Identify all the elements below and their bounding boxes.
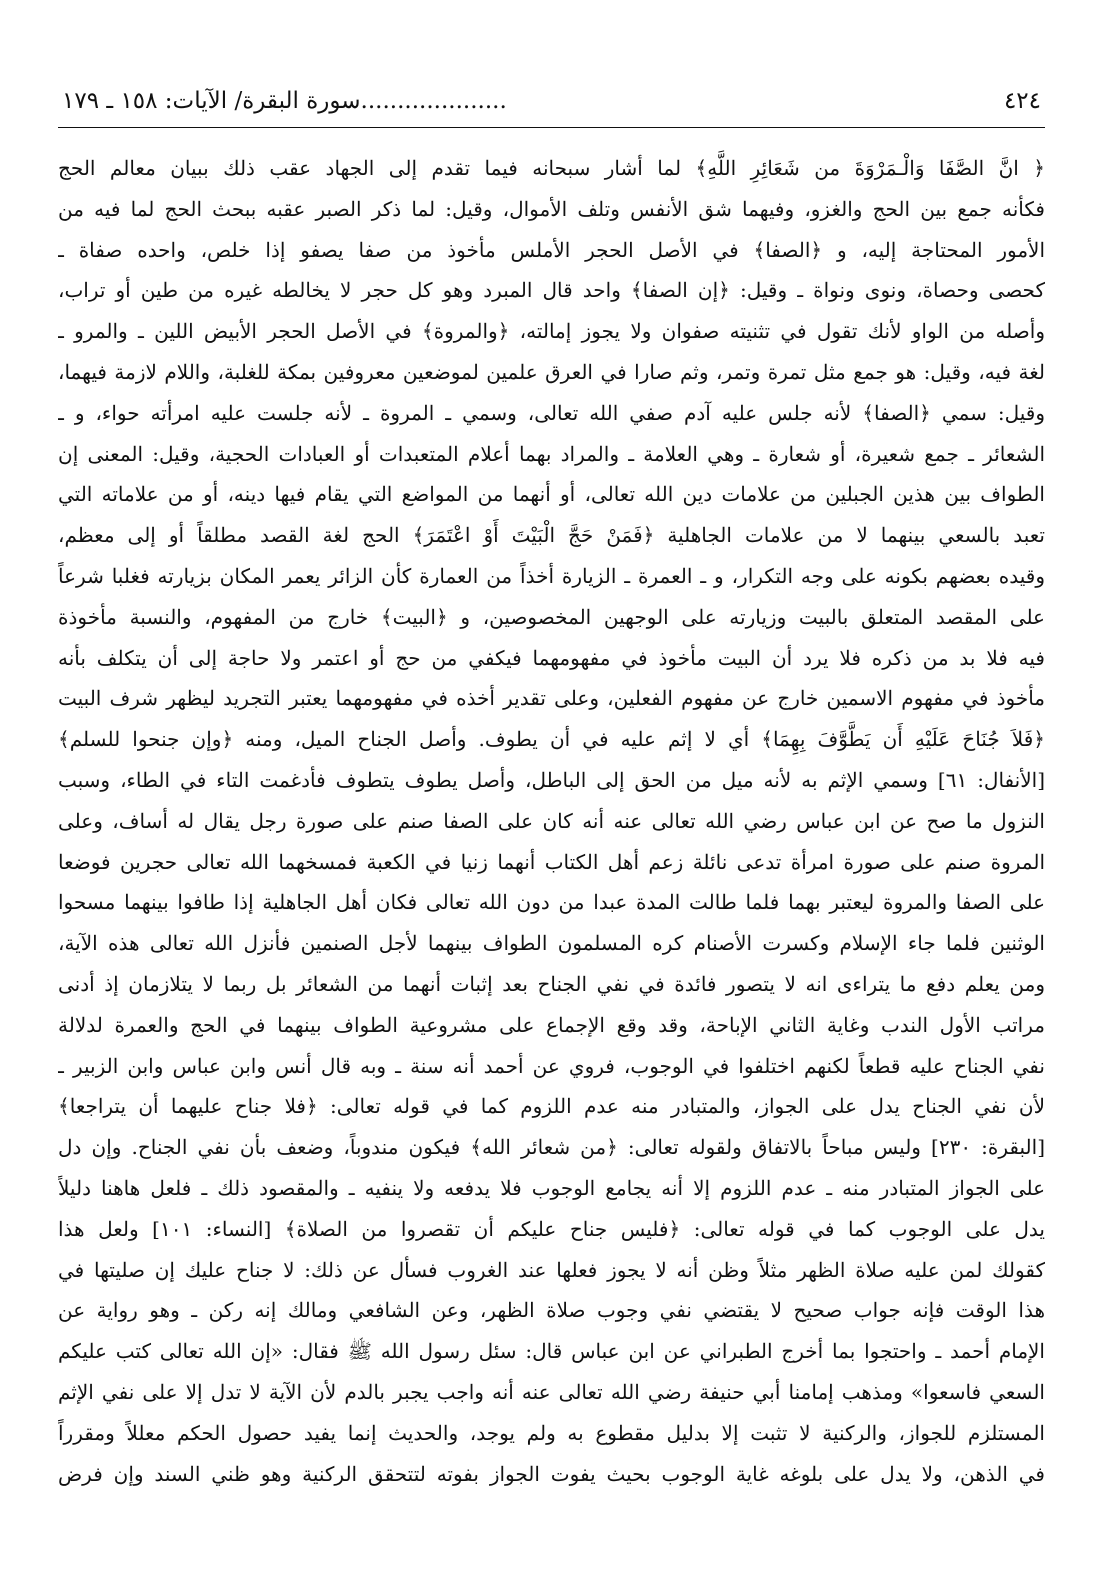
text-line: لغة فيه، وقيل: هو جمع مثل تمرة وتمر، وثم صارا في العرق علمين لموضعين معروفين بمكة للغلبة، واللام لازمة فيهما، bbox=[58, 359, 1045, 384]
text-line: ﴿فَلاَ جُنَاحَ عَلَيْهِ أَن يَطَّوَّفَ بِهِمَا﴾ أي لا إثم عليه في أن يطوف. وأصل الجناح الميل، ومنه ﴿وإن جنحوا للسلم﴾ bbox=[58, 727, 1045, 752]
page-number: ٤٢٤ bbox=[1003, 88, 1041, 114]
text-line: كقولك لمن عليه صلاة الظهر مثلاً وظن أنه لا يجوز فعلها عند الغروب فسأل عن ذلك: لا جناح عليك إن صليتها في bbox=[58, 1257, 1045, 1282]
text-line: على الصفا والمروة ليعتبر بهما فلما طالت المدة عبدا من دون الله تعالى فكان أهل الجاهلية إذا طافوا بينهما مسحوا bbox=[58, 890, 1045, 915]
text-line: وأصله من الواو لأنك تقول في تثنيته صفوان ولا يجوز إمالته، ﴿والمروة﴾ في الأصل الحجر الأبيض اللين ـ والمرو ـ bbox=[58, 319, 1045, 344]
page-header bbox=[58, 84, 1045, 124]
text-line: لأن نفي الجناح يدل على الجواز، والمتبادر منه عدم اللزوم كما في قوله تعالى: ﴿فلا جناح عليهما أن يتراجعا﴾ bbox=[58, 1094, 1045, 1119]
text-line: المروة صنم على صورة امرأة تدعى نائلة زعم أهل الكتاب أنهما زنيا في الكعبة فمسخهما الله تعالى حجرين فوضعا bbox=[58, 849, 1045, 874]
text-line: الطواف بين هذين الجبلين من علامات دين الله تعالى، أو أنهما من المواضع التي يقام فيها دينه، أو من علاماته التي bbox=[58, 482, 1045, 507]
text-line: الشعائر ـ جمع شعيرة، أو شعارة ـ وهي العلامة ـ والمراد بهما أعلام المتعبدات أو العبادات الحجية، وقيل: المعنى إن bbox=[58, 441, 1045, 466]
text-line: [البقرة: ٢٣٠] وليس مباحاً بالاتفاق ولقوله تعالى: ﴿من شعائر الله﴾ فيكون مندوباً، وضعف بأن نفي الجناح. وإن دل bbox=[58, 1135, 1045, 1160]
text-line: هذا الوقت فإنه جواب صحيح لا يقتضي نفي وجوب صلاة الظهر، وعن الشافعي ومالك إنه ركن ـ وهو رواية عن bbox=[58, 1298, 1045, 1323]
running-header bbox=[62, 88, 507, 114]
text-line: نفي الجناح عليه قطعاً لكنهم اختلفوا في الوجوب، فروي عن أحمد أنه سنة ـ وبه قال أنس وابن عباس وابن الزبير ـ bbox=[58, 1053, 1045, 1078]
header-dot-leader: .................... bbox=[360, 88, 507, 114]
text-line: الأمور المحتاجة إليه، و ﴿الصفا﴾ في الأصل الحجر الأملس مأخوذ من صفا يصفو إذا خلص، واحده صفاة ـ bbox=[58, 237, 1045, 262]
text-line: المستلزم للجواز، والركنية لا تثبت إلا بدليل مقطوع به ولم يوجد، والحديث إنما يفيد حصول الحكم معللاً ومقرراً bbox=[58, 1420, 1045, 1445]
text-line: [الأنفال: ٦١] وسمي الإثم به لأنه ميل من الحق إلى الباطل، وأصل يطوف يتطوف فأدغمت التاء في الطاء، وسبب bbox=[58, 767, 1045, 792]
text-line: الإمام أحمد ـ واحتجوا بما أخرج الطبراني عن ابن عباس قال: سئل رسول الله ﷺ فقال: «إن الله تعالى كتب عليكم bbox=[58, 1339, 1045, 1364]
text-line: النزول ما صح عن ابن عباس رضي الله تعالى عنه أنه كان على الصفا صنم على صورة رجل يقال له أساف، وعلى bbox=[58, 808, 1045, 833]
text-line: وقيل: سمي ﴿الصفا﴾ لأنه جلس عليه آدم صفي الله تعالى، وسمي ـ المروة ـ لأنه جلست عليه امرأته حواء، و ـ bbox=[58, 400, 1045, 425]
text-line: يدل على الوجوب كما في قوله تعالى: ﴿فليس جناح عليكم أن تقصروا من الصلاة﴾ [النساء: ١٠١] ولعل هذا bbox=[58, 1216, 1045, 1241]
text-line: فيه فلا بد من ذكره فلا يرد أن البيت مأخوذ في مفهومهما فيكفي من حج أو اعتمر ولا حاجة إلى أن يتكلف بأنه bbox=[58, 645, 1045, 670]
header-rule bbox=[58, 127, 1045, 128]
text-line: كحصى وحصاة، ونوى ونواة ـ وقيل: ﴿إن الصفا﴾ واحد قال المبرد وهو كل حجر لا يخالطه غيره من طين أو تراب، bbox=[58, 278, 1045, 303]
text-line: مراتب الأول الندب وغاية الثاني الإباحة، وقد وقع الإجماع على مشروعية الطواف بينهما في الحج والعمرة لدلالة bbox=[58, 1012, 1045, 1037]
text-line: ومن يعلم دفع ما يتراءى انه لا يتصور فائدة في نفي الجناح بعد إثبات أنهما من الشعائر بل ربما لا يتلازمان إذ أدنى bbox=[58, 971, 1045, 996]
text-line: الوثنين فلما جاء الإسلام وكسرت الأصنام كره المسلمون الطواف بينهما لأجل الصنمين فأنزل الله تعالى هذه الآية، bbox=[58, 931, 1045, 956]
text-line: السعي فاسعوا» ومذهب إمامنا أبي حنيفة رضي الله تعالى عنه أنه واجب يجبر بالدم لأن الآية لا تدل إلا على نفي الإثم bbox=[58, 1379, 1045, 1404]
text-line: وقيده بعضهم بكونه على وجه التكرار، و ـ العمرة ـ الزيارة أخذاً من العمارة كأن الزائر يعمر المكان بزيارته فغلبا شرعاً bbox=[58, 563, 1045, 588]
text-line: على الجواز المتبادر منه ـ عدم اللزوم إلا أنه يجامع الوجوب فلا يدفعه ولا ينفيه ـ والمقصود ذلك ـ فلعل هاهنا دليلاً bbox=[58, 1175, 1045, 1200]
text-line: فكأنه جمع بين الحج والغزو، وفيهما شق الأنفس وتلف الأموال، وقيل: لما ذكر الصبر عقبه ببحث الحج لما فيه من bbox=[58, 196, 1045, 221]
text-line: على المقصد المتعلق بالبيت وزيارته على الوجهين المخصوصين، و ﴿البيت﴾ خارج من المفهوم، والنسبة مأخوذة bbox=[58, 604, 1045, 629]
text-line: مأخوذ في مفهوم الاسمين خارج عن مفهوم الفعلين، وعلى تقدير أخذه في مفهومهما يعتبر التجريد ليظهر شرف البيت bbox=[58, 686, 1045, 711]
body-text bbox=[58, 148, 1045, 1548]
running-title: سورة البقرة/ الآيات: ١٥٨ ـ ١٧٩ bbox=[62, 88, 361, 114]
text-line: ﴿ انَّ الصَّفَا وَالْـمَرْوَةَ من شَعَائِرِ اللَّهِ﴾ لما أشار سبحانه فيما تقدم إلى الجهاد عقب ذلك ببيان معالم الحج bbox=[58, 156, 1045, 180]
text-line: في الذهن، ولا يدل على بلوغه غاية الوجوب بحيث يفوت الجواز بفوته لتتحقق الركنية وهو ظني السند وإن فرض bbox=[58, 1461, 1045, 1486]
text-line: تعبد بالسعي بينهما لا من علامات الجاهلية ﴿فَمَنْ حَجَّ الْبَيْتَ أَوْ اعْتَمَرَ﴾ الحج لغة القصد مطلقاً أو إلى معظم، bbox=[58, 523, 1045, 548]
